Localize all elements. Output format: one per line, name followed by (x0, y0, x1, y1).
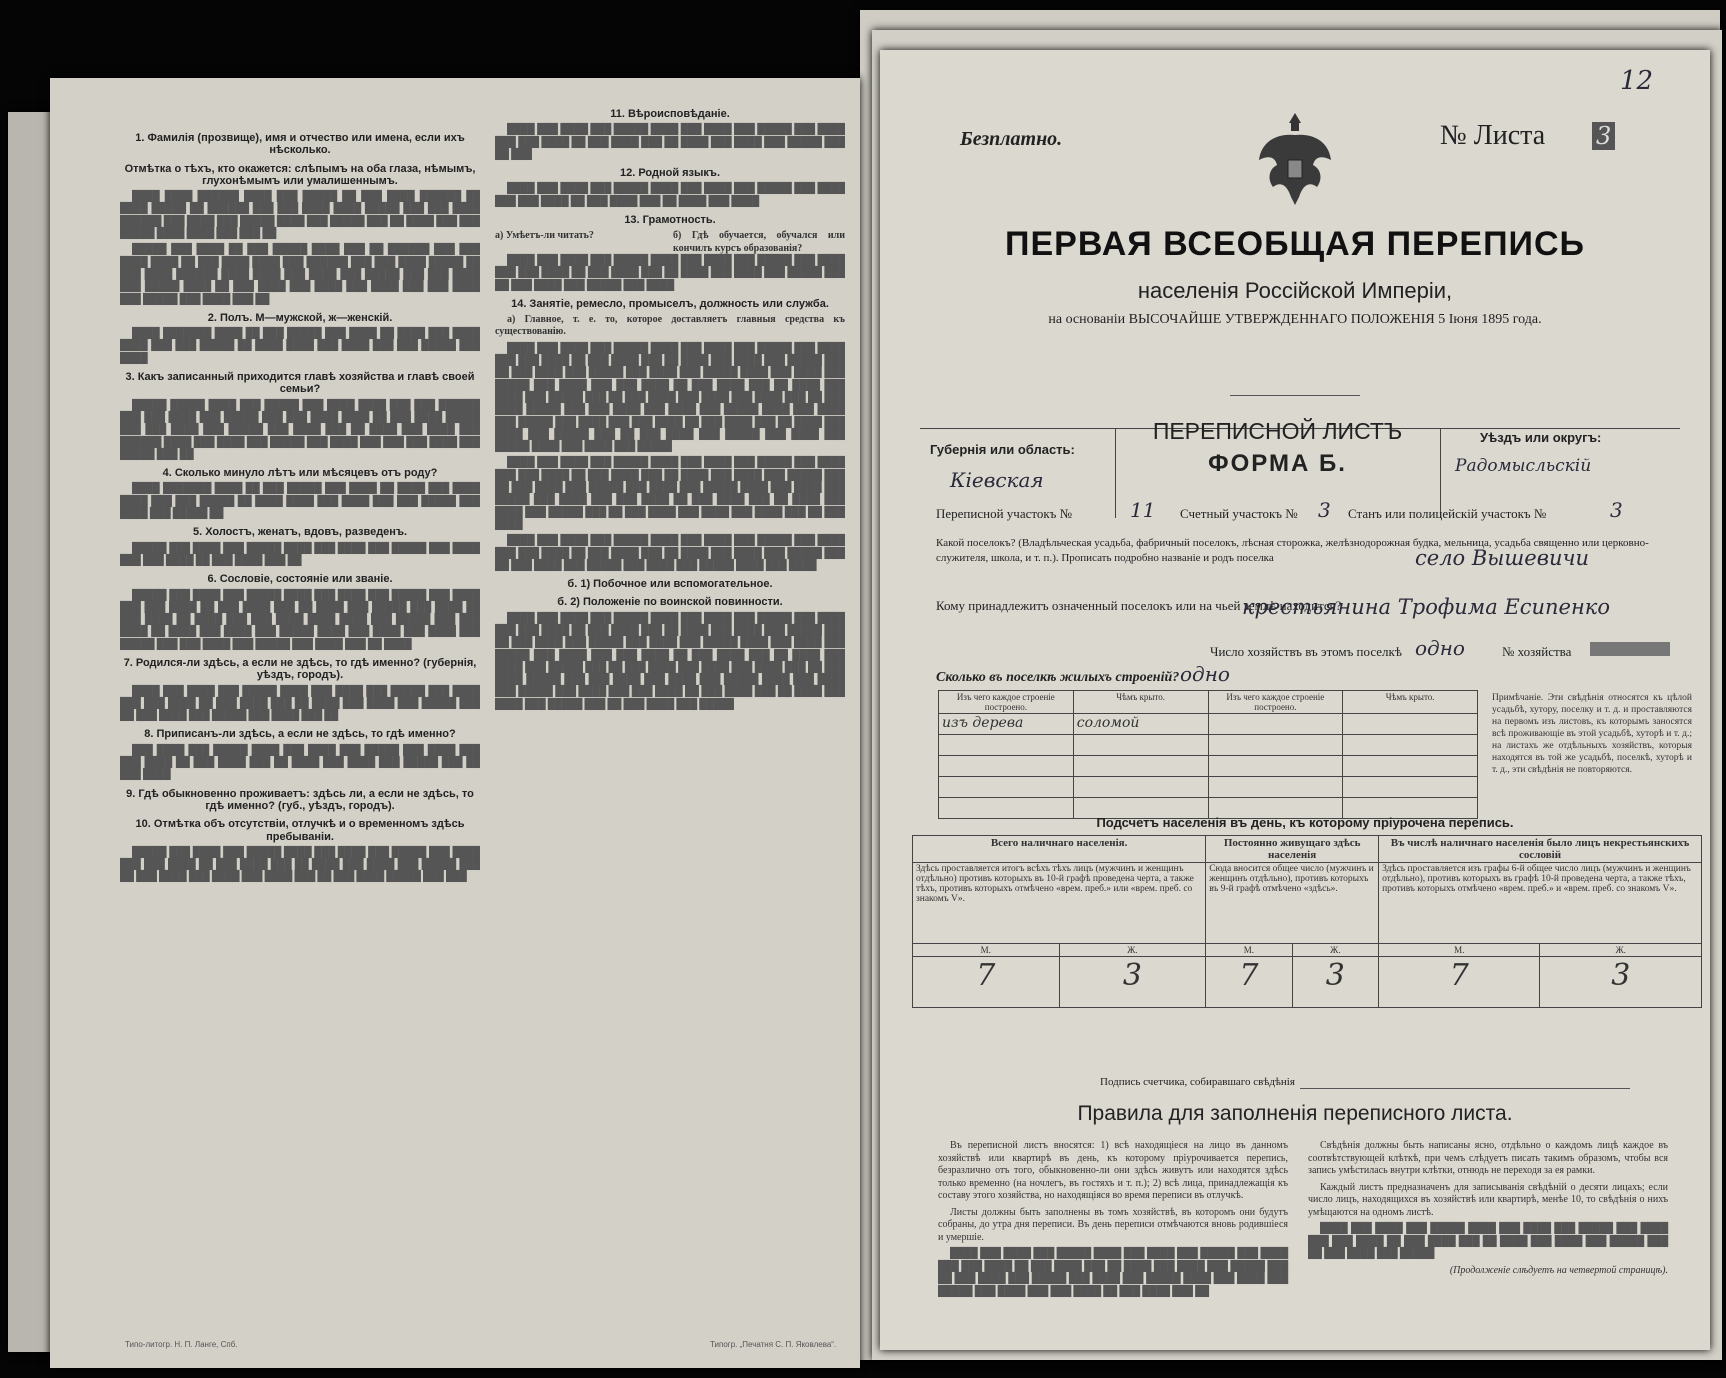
page-number: 12 (1620, 66, 1654, 96)
owner-value: крестьянина Трофима Есипенко (1241, 595, 1610, 619)
buildings-label: Сколько въ поселкѣ жилыхъ строеній? (936, 670, 1180, 685)
household-no-redacted (1590, 642, 1670, 656)
poselok-label: Какой поселокъ? (Владѣльческая усадьба, фабричный поселокъ, лѣсная сторожка, желѣзнодорожная будка, мельница, усадьба священно или церковно-служителя, школа, и т. п.). Прописать подробно названіе и родъ поселка (936, 537, 1649, 564)
census-title: ПЕРВАЯ ВСЕОБЩАЯ ПЕРЕПИСЬ (1005, 225, 1585, 263)
uezd-value: Радомысльскій (1455, 456, 1592, 476)
coat-of-arms-icon (1255, 105, 1335, 215)
section-7-title: 7. Родился-ли здѣсь, а если не здѣсь, то гдѣ именно? (губернія, уѣздъ, городъ). (123, 656, 477, 682)
section-text: ████ ███████ ████ ██ ███ █████ ███ ████ ██ ████ ███ ████ ████ ███ ███ █████ ██ ████ ████ ███ ████ ███ ███ █████ ███ ████ ███ █████ ██ (120, 483, 480, 520)
section-text: ████ ███ ████ ███ █████ ████ ███ ████ ███ █████ ███ ████ ███ ███ ████ ██ ███ ████ ███ ██ ████ ███ ████ ███ █████ ███ ██ ███ ████ ███ █████ ███ ████ ███ █████ ████ ███ ████ ███ █████ ███ ████ ███ ███ ████ ██ ███ ████ ███ ██ ████ ███ ████ ███ █████ ███ ██ ███ ████ ███ ████ ███ ████ ███ ██ ███ ████ (495, 457, 845, 530)
rules-text: ████ ███ ████ ███ █████ ████ ███ ████ ███ █████ ███ ████ ███ ███ ████ ██ ███ ████ ███ ██ ████ ███ ████ ███ █████ ███ ██ ███ ████ ███ █████ ███ ████ ███ █████ ████ ███ ████ ███ █████ ███ ████ ███ ███ ████ ██ ███ ████ ███ ██ (938, 1248, 1288, 1297)
section-1-note: Отмѣтка о тѣхъ, кто окажется: слѣпымъ на оба глаза, нѣмымъ, глухонѣмымъ или умалишеннымъ. (124, 162, 476, 187)
uezd-label: Уѣздъ или округъ: (1480, 430, 1602, 445)
form-title: ПЕРЕПИСНОЙ ЛИСТЪ (1152, 418, 1403, 444)
rules-text: ████ ███ ████ ███ █████ ████ ███ ████ ███ █████ ███ ████ ███ ███ ████ ██ ███ ████ ███ ██ ████ ███ ████ ███ █████ ███ ██ ███ ████ ███ █████ (1308, 1223, 1668, 1259)
section-text: █████ ███ ████ ███ █████ ████ ███ ████ ███ █████ ███ ████ ███ ███ ████ ██ ███ ████ ███ ██ (120, 542, 480, 566)
section-1-title: 1. Фамилія (прозвище), имя и отчество или имена, если ихъ нѣсколько. (135, 132, 465, 157)
rules-column-1: Въ переписной листъ вносятся: 1) всѣ находящіеся на лицо въ данномъ хозяйствѣ или квартирѣ въ день, къ которому пріурочивается перепись, безразлично отъ того, обыкновенно-ли они здѣсь живутъ или находятся здѣсь только временно (на ночлегъ, въ гостяхъ и т. п.); 2) всѣ лица, принадлежащія къ составу этого хозяйства, но находящіяся во время переписи въ отлучкѣ. Листы должны быть заполнены въ томъ хозяйствѣ, въ которомъ они будутъ собраны, до утра дня переписи. Въ день переписи отмѣчаются вновь родившіеся и умершіе. ████ ███ ████ ███ █████ ████ ███ ████ ███ █████ ███ ████ ███ ███ ████ ██ ███ ████ ███ ██ ████ ███ ████ ███ █████ ███ ██ ███ ████ ███ █████ ███ ████ ███ █████ ████ ███ ████ ███ █████ ███ ████ ███ ███ ████ ██ ███ ████ ███ ██ (938, 1140, 1288, 1297)
owner-label: Кому принадлежитъ означенный поселокъ или на чьей землѣ находится? (936, 598, 1342, 613)
section-text: ████ ███ ████ ███ █████ ████ ███ ████ ███ █████ ███ ████ ███ ███ ████ ██ ███ ████ ███ ██ ████ ███ ████ ███ █████ ███ ██ ███ ████ ███ █████ ███ ████ (495, 254, 845, 291)
section-8-title: 8. Приписанъ-ли здѣсь, а если не здѣсь, то гдѣ именно? (144, 728, 456, 741)
section-text: ████ ███ ████ ███ █████ ████ ███ ████ ███ █████ ███ ████ ███ ███ ████ ██ ███ ████ ███ ██ ████ ███ ████ ███ █████ ███ ██ ███ ████ ███ █████ ███ ████ ███ █████ ████ ███ ████ (495, 535, 845, 571)
table-row (939, 777, 1478, 798)
section-11-title: 11. Вѣроисповѣданіе. (610, 108, 730, 120)
printer-footer: Типогр. „Печатня С. П. Яковлева“. (710, 1340, 837, 1349)
section-6-title: 6. Сословіе, состояніе или званіе. (207, 573, 393, 586)
uchastok-label: Переписной участокъ № (936, 506, 1073, 521)
section-9-title: 9. Гдѣ обыкновенно проживаетъ: здѣсь ли, а если не здѣсь, то гдѣ именно? (губ., уѣздъ, городъ). (126, 787, 474, 812)
section-14a: а) Главное, т. е. то, которое доставляетъ главныя средства къ существованію. (495, 314, 845, 338)
printer-footer: Типо-литогр. Н. П. Ланге, Спб. (125, 1340, 238, 1349)
count-title: Подсчетъ населенія въ день, къ которому пріурочена перепись. (1096, 815, 1514, 830)
households-label: Число хозяйствъ въ этомъ поселкѣ (1210, 644, 1402, 659)
section-text: █████ █████ ████ ███ █████ ███ ████ ████ ███ ███ ██████ ███ ███ ████ ███ █████ ███ ███ ████ ████ ██ ███ ████ █████ ███ ███ ████ ███ █████ ███ ████ ███ ██ ████ ███ ████ ███ ██████ ████ ███ ████ ███ █████ ███ ████ ███ ███ ███ ████ ███ █████ ███ ██ (120, 399, 480, 460)
section-text: █████ ███ ████ ███ █████ ████ ███ ████ ███ █████ ███ ████ ███ ███ ████ ██ ███ ████ ███ ██ ████ ███ ████ ███ █████ ███ ██ ███ ████ ███ ████ ███ ████ ███ ██ ███ ████ █████ ███ ███ (120, 846, 480, 883)
gubernia-label: Губернія или область: (930, 442, 1075, 457)
section-text: ████ ███ ████ ███ █████ ████ ███ ████ ███ █████ ███ ████ ███ ███ ████ ██ ███ ████ ███ ██ ████ ███ ████ ███ █████ ███ ██ ███ ████ ███ █████ ███ ████ ███ █████ ████ ███ ████ ███ █████ ███ ████ ███ ███ ████ ██ ███ ████ ███ ██ ████ ███ ████ ███ █████ ███ ██ ███ ████ ███ ████ ███ ████ ███ ██ ███ ████ █████ ███ ███ ████ ███ ████ ███ █████ ████ ███ ████ ███ █████ ███ ████ ███ ███ ████ ██ ███ ████ ███ ██ ████ ███ ████ ███ █████ ███ ██ ███ ████ ███ █████ (495, 612, 845, 710)
note: Примѣчаніе. Эти свѣдѣнія относятся къ цѣлой усадьбѣ, хутору, поселку и т. д. и проставляются на первомъ изъ листовъ, къ которымъ заносятся всѣ проживающіе въ этой усадьбѣ, хуторѣ и т. д.; на листахъ же отдѣльныхъ хозяйствъ, которыя находятся въ той же усадьбѣ, поселкѣ, хуторѣ и т. д., эти свѣдѣнія не повторяются. (1492, 693, 1692, 775)
households-value: одно (1415, 636, 1465, 660)
free-label: Безплатно. (960, 128, 1063, 150)
buildings-table: Изъ чего каждое строеніе построено. Чѣмъ крыто. Изъ чего каждое строеніе построено. Чѣмъ крыто. изъ дерева соломой (938, 690, 1478, 819)
section-13a: а) Умѣетъ-ли читать? (495, 230, 594, 242)
section-text: ████ ███ ████ ███ █████ ████ ███ ████ ███ █████ ███ ████ ███ ███ ████ ██ ███ ████ ███ ██ ████ ███ ████ ███ █████ ███ ██ ███ (495, 124, 845, 160)
section-12-title: 12. Родной языкъ. (619, 167, 720, 180)
population-count-table: Всего наличнаго населенія. Постоянно живущаго здѣсь населенія Въ числѣ наличнаго населенія было лицъ некрестьянскихъ сословій Здѣсь проставляется итогъ всѣхъ тѣхъ лицъ (мужчинъ и женщинъ отдѣльно) противъ которыхъ въ 10-й графѣ проведена черта, а также тѣхъ, противъ которыхъ отмѣчено «врем. преб.» или «врем. преб. со знакомъ V». Сюда вносится общее число (мужчинъ и женщинъ отдѣльно), противъ которыхъ въ 9-й графѣ отмѣчено «здѣсь». Здѣсь проставляется изъ графы 6-й общее число лицъ (мужчинъ и женщинъ отдѣльно), противъ которыхъ въ графѣ 10-й проведена черта, а также тѣхъ, противъ которыхъ отмѣчено «врем. преб.» и «врем. преб. со знакомъ V». М. Ж. М. Ж. М. Ж. 7 3 7 3 7 3 (912, 835, 1702, 1008)
table-row: 7 3 7 3 7 3 (913, 957, 1702, 1008)
section-text: ███ ████ ███ █████ ████ ███ ████ ███ █████ ███ ████ ███ ███ ████ ██ ███ ████ ███ ██ ████ ███ ████ ███ █████ ███ ██ ███ ████ (120, 744, 480, 781)
table-row: изъ дерева соломой (939, 714, 1478, 735)
section-5-title: 5. Холостъ, женатъ, вдовъ, разведенъ. (192, 526, 408, 539)
section-2-title: 2. Полъ. М—мужской, ж—женскій. (207, 311, 393, 324)
section-text: ████ ███ ████ ███ █████ ████ ███ ████ ███ █████ ███ ████ ███ ███ ████ ██ ███ ████ ███ ██ ████ ███ ████ ███ █████ ███ ██ ███ ████ ███ █████ ███ ████ ███ █████ ████ ███ ████ ███ █████ ███ ████ ███ ███ ████ ██ ███ ████ ███ ██ ████ ███ ████ ███ █████ ███ ██ ███ ████ ███ ████ ███ ████ ███ ██ ███ ████ █████ ███ ███ ████ ███ ████ ███ █████ ████ ███ ████ ███ █████ ███ ████ ███ ███ ████ ██ ███ ████ ███ ██ ████ ███ ████ ███ █████ ███ ██ ███ ████ ███ █████ ███ ████ ███ █████ ████ ███ ████ ███ █████ (495, 342, 845, 453)
section-text: ████ ████ ██████ ████ ███ █████ ██ ███ ████ ██████ ██ ████ █████ ██ ██████ ███ ███ ████ ████ █████ ███ ███ ████ ██████ ███ ████ ███ █████ ████ ███ █████ ███ ██ ████ ███ ███ █████ ████ ████ ███ ███ ██ (120, 191, 480, 240)
section-13-title: 13. Грамотность. (624, 214, 716, 227)
census-subtitle: населенія Россійской Имперіи, (1137, 278, 1453, 303)
signature-line (1300, 1088, 1630, 1089)
section-13b: б) Гдѣ обучается, обучался или кончилъ курсъ образованія? (673, 230, 845, 254)
section-text: █████ ███ ████ ██ ███ █████ ████ ███ ██ ██████ ███ ███ ████ ████ ██ ███ ████ ████ ███ ██████ ███ ███ ████ █████ ██ ███ ████ ██████ ████ ████ ███ ████ ███ █████ ███ ███ ████ ███ █████ ████ ██ ███ ████ ███ ████ ███ ████ ███ ███ ████ ███ █████ ███ ████ ███ ██ (120, 244, 480, 305)
instructions-page (50, 78, 860, 1368)
stan-label: Станъ или полицейскій участокъ № (1348, 506, 1547, 521)
instructions-column-2 (495, 102, 845, 1332)
section-text: ████ ███████ ████ ██ ███ █████ ███ ████ ██ ████ ███ ████ ████ ███ ███ █████ ██ ████ ████ ███ ████ ███ ███ █████ ███ ████ (120, 328, 480, 364)
schetny-label: Счетный участокъ № (1180, 506, 1298, 521)
rules-title: Правила для заполненія переписного листа. (1077, 1102, 1513, 1125)
rules-column-2: Свѣдѣнія должны быть написаны ясно, отдѣльно о каждомъ лицѣ каждое въ соотвѣтствующей клѣткѣ, при чемъ слѣдуетъ писать такимъ образомъ, чтобы вся запись умѣстилась внутри клѣтки, отнюдь не переходя за ея рамки. Каждый листъ предназначенъ для записыванія свѣдѣній о десяти лицахъ; если число лицъ, находящихся въ хозяйствѣ или квартирѣ, менѣе 10, то свѣдѣнія о нихъ умѣщаются на одномъ листѣ. ████ ███ ████ ███ █████ ████ ███ ████ ███ █████ ███ ████ ███ ███ ████ ██ ███ ████ ███ ██ ████ ███ ████ ███ █████ ███ ██ ███ ████ ███ █████ (Продолженіе слѣдуетъ на четвертой страницѣ). (1308, 1140, 1668, 1276)
section-10-title: 10. Отмѣтка объ отсутствіи, отлучкѣ и о временномъ здѣсь пребываніи. (135, 818, 465, 843)
divider (1230, 395, 1360, 396)
census-form-page (880, 50, 1710, 1350)
household-no-label: № хозяйства (1502, 644, 1572, 659)
signature-label: Подпись счетчика, собиравшаго свѣдѣнія (1100, 1076, 1295, 1088)
section-14-title: 14. Занятіе, ремесло, промыселъ, должность или служба. (511, 297, 829, 310)
table-row (939, 735, 1478, 756)
section-text: █████ ███ ████ ███ █████ ████ ███ ████ ███ █████ ███ ████ ███ ███ ████ ██ ███ ████ ███ ██ ████ ███ █████ ███ ████ ██ ███ ████ ██ ████ ███ ███ ████ ████ ████ ███ █████ ███ ███ ████ ██ ████ ███ ████ ███ █████ ████ ███ ████ ███ ████ ███ █████ ███ ███ ████ ███ █████ ███ ████ ███ ██ ████ (120, 589, 480, 650)
table-row (939, 756, 1478, 777)
sheet-number-value: 3 (1592, 122, 1615, 150)
section-15b: б. 2) Положеніе по воинской повинности. (557, 596, 783, 609)
section-text: ████ ███ ████ ███ █████ ████ ███ ████ ███ █████ ███ ████ ███ ███ ████ ██ ███ ████ ███ ██ ████ ███ ████ (495, 183, 845, 207)
poselok-value: село Вышевичи (1415, 546, 1590, 570)
section-text: ████ ███ ████ ███ █████ ████ ███ ████ ███ █████ ███ ████ ███ ███ ████ ██ ███ ████ ███ ██ ████ ███ ████ ███ █████ ███ ██ ███ ████ ███ █████ ███ ████ ███ ██ (120, 685, 480, 722)
uchastok-value: 11 (1130, 498, 1156, 522)
instructions-column-1 (120, 126, 480, 1336)
section-15a: б. 1) Побочное или вспомогательное. (567, 578, 773, 591)
form-name: ФОРМА Б. (1208, 450, 1347, 477)
schetny-value: 3 (1318, 498, 1331, 522)
stan-value: 3 (1610, 498, 1623, 522)
buildings-value: одно (1180, 662, 1230, 686)
gubernia-value: Кіевская (950, 468, 1044, 492)
census-basis: на основаніи ВЫСОЧАЙШЕ УТВЕРЖДЕННАГО ПОЛОЖЕНІЯ 5 Іюня 1895 года. (1048, 312, 1542, 327)
sheet-number-label: № Листа (1440, 120, 1546, 151)
section-3-title: 3. Какъ записанный приходится главѣ хозяйства и главѣ своей семьи? (125, 371, 475, 396)
section-4-title: 4. Сколько минуло лѣтъ или мѣсяцевъ отъ роду? (162, 467, 438, 480)
